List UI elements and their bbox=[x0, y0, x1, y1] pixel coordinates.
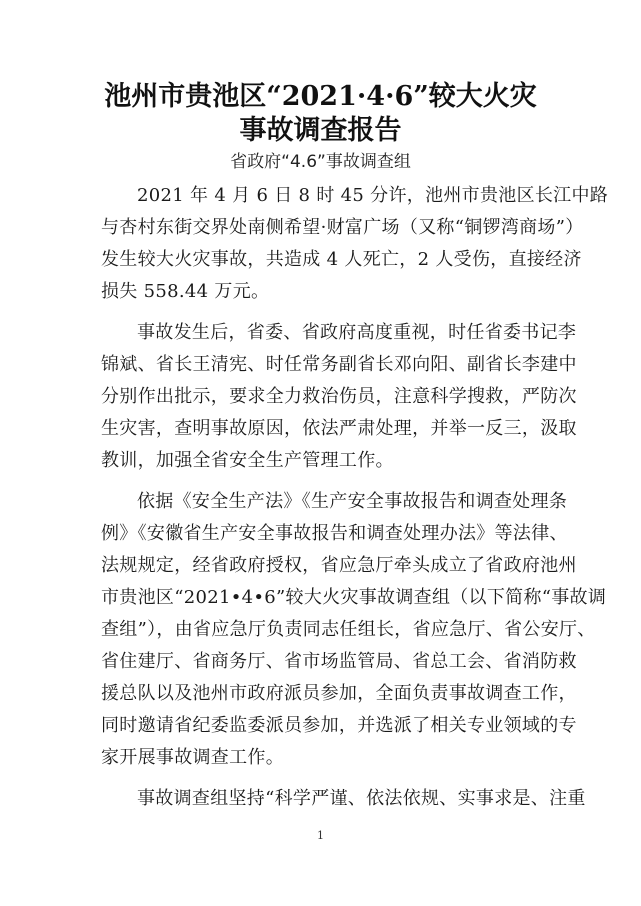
body-paragraph bbox=[101, 783, 586, 815]
document-body bbox=[101, 180, 609, 824]
body-paragraph bbox=[101, 486, 607, 774]
paragraph-line: 损失 558.44 万元。 bbox=[101, 281, 270, 302]
paragraph-line: 依据《安全生产法》《生产安全事故报告和调查处理条 bbox=[137, 491, 568, 512]
paragraph-line: 发生较大火灾事故，共造成 4 人死亡，2 人受伤，直接经济 bbox=[101, 249, 582, 270]
paragraph-line: 家开展事故调查工作。 bbox=[101, 747, 284, 768]
paragraph-line: 省住建厅、省商务厅、省市场监管局、省总工会、省消防救 bbox=[101, 651, 577, 672]
issuing-body: 省政府“4.6”事故调查组 bbox=[230, 152, 411, 172]
paragraph-line: 市贵池区“2021•4•6”较大火灾事故调查组（以下简称“事故调 bbox=[101, 587, 607, 608]
paragraph-line: 事故发生后，省委、省政府高度重视，时任省委书记李 bbox=[137, 322, 577, 343]
body-paragraph bbox=[101, 317, 577, 477]
paragraph-line: 教训，加强全省安全生产管理工作。 bbox=[101, 450, 394, 471]
paragraph-line: 事故调查组坚持“科学严谨、依法依规、实事求是、注重 bbox=[137, 788, 586, 809]
paragraph-line: 例》《安徽省生产安全事故报告和调查处理办法》等法律、 bbox=[101, 523, 568, 544]
paragraph-line: 查组”），由省应急厅负责同志任组长，省应急厅、省公安厅、 bbox=[101, 619, 596, 640]
paragraph-line: 法规规定，经省政府授权，省应急厅牵头成立了省政府池州 bbox=[101, 555, 577, 576]
paragraph-line: 援总队以及池州市政府派员参加，全面负责事故调查工作， bbox=[101, 683, 577, 704]
paragraph-line: 锦斌、省长王清宪、时任常务副省长邓向阳、副省长李建中 bbox=[101, 354, 577, 375]
paragraph-line: 与杏村东街交界处南侧希望·财富广场（又称“铜锣湾商场”） bbox=[101, 217, 584, 238]
paragraph-line: 分别作出批示，要求全力救治伤员，注意科学搜救，严防次 bbox=[101, 386, 577, 407]
body-paragraph bbox=[101, 180, 609, 308]
report-title-line-1: 池州市贵池区“2021·4·6”较大火灾 bbox=[104, 81, 537, 112]
paragraph-line: 同时邀请省纪委监委派员参加，并选派了相关专业领域的专 bbox=[101, 715, 577, 736]
page-number: 1 bbox=[317, 829, 324, 842]
report-title-line-2: 事故调查报告 bbox=[239, 115, 402, 146]
paragraph-line: 2021 年 4 月 6 日 8 时 45 分许，池州市贵池区长江中路 bbox=[137, 185, 609, 206]
paragraph-line: 生灾害，查明事故原因，依法严肃处理，并举一反三，汲取 bbox=[101, 418, 577, 439]
